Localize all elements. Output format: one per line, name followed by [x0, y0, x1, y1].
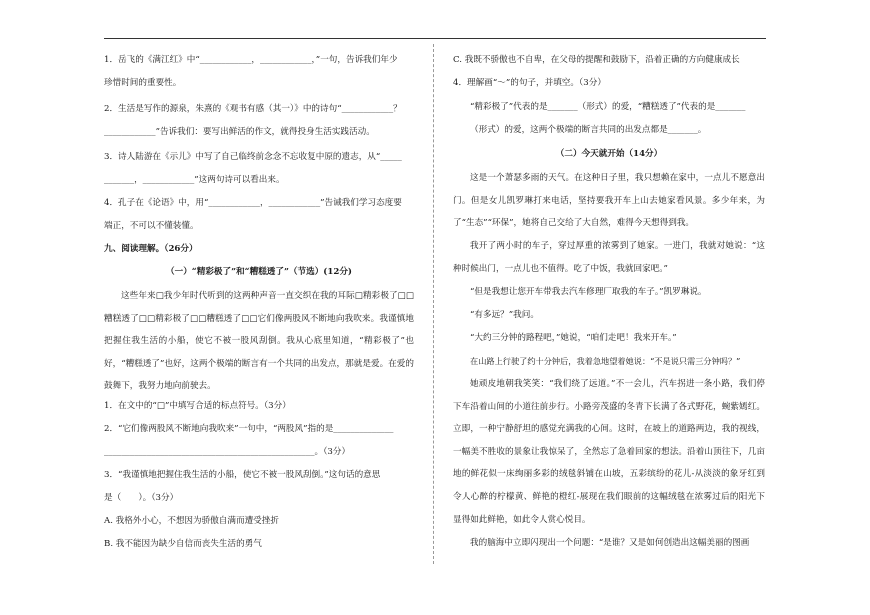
reading-q4-line2: （形式）的爱，这两个极端的断言共同的出发点都是_______。 [470, 125, 707, 135]
question-3: 3．诗人陆游在《示儿》中写了自己临终前念念不忘收复中原的遗志，从“_____ [104, 152, 402, 162]
passage-1-body: 这些年来□我少年时代听到的这两种声音一直交织在我的耳际□精彩极了□□糟糕透了□□精彩极了□□糟糕透了□□它们像两股风不断地向我吹来。我谨慎地把握住我生活的小船，使它不被一股风刮倒。我从心底里知道，“精彩极了”也好，“糟糕透了”也好，这两个极端的断言有一个共同的出发点，那就是爱。在爱的鼓舞下，我努力地向前驶去。 [104, 291, 414, 392]
section-9-heading: 九、阅读理解。（26分） [104, 244, 198, 254]
question-2: 2．生活是写作的源泉，朱熹的《观书有感（其一）》中的诗句“____________？ [104, 104, 402, 114]
passage-2-para-8: 我的脑海中立即闪现出一个问题：“是谁？又是如何创造出这幅美丽的图画 [470, 538, 750, 548]
reading-q3-cont: 是（ ）。（3分） [104, 493, 179, 503]
reading-q1: 1．在文中的“□”中填写合适的标点符号。（3分） [104, 401, 291, 411]
passage-2-para-2: 我开了两小时的车子，穿过厚重的浓雾到了她家。一进门，我就对她说：“这种时候出门，一点儿也不值得。吃了中饭，我就回家吧。” [453, 241, 765, 274]
reading-q4: 4．理解画“～”的句子，并填空。（3分） [453, 78, 606, 88]
question-4: 4．孔子在《论语》中，用“____________，____________”告诫我们学习态度要 [104, 198, 402, 208]
reading-q3: 3．“我谨慎地把握住我生活的小船，使它不被一股风刮倒。”这句话的意思 [104, 470, 381, 480]
passage-1-title: （一）“精彩极了”和“糟糕透了”（节选）(12分) [166, 267, 352, 277]
reading-q2-cont: _________________________________________________。（3分） [104, 447, 351, 457]
reading-q2: 2．“它们像两股风不断地向我吹来”一句中，“两股风”指的是______________ [104, 424, 394, 434]
passage-2-para-6: 在山路上行驶了约十分钟后，我着急地望着她说：“不是说只需三分钟吗？” [470, 356, 741, 366]
header-rule [104, 38, 766, 39]
reading-q4-line1: “精彩极了”代表的是_______（形式）的爱，“糟糕透了”代表的是_______ [470, 102, 746, 112]
question-2-cont: ____________”告诉我们：要写出鲜活的作文，就得投身生活实践活动。 [104, 127, 375, 137]
passage-2-para-4: “有多远？”我问。 [470, 310, 539, 320]
option-b: B. 我不能因为缺少自信而丧失生活的勇气 [104, 539, 262, 549]
question-4-cont: 端正，不可以不懂装懂。 [104, 221, 199, 231]
passage-2-para-5: “大约三分钟的路程吧，”她说，“咱们走吧！我来开车。” [470, 333, 677, 343]
passage-2-para-7: 她顽皮地朝我笑笑：“我们绕了远道。”不一会儿，汽车拐进一条小路，我们停下车沿着山间的小道往前步行。小路旁茂盛的冬青下长满了各式野花，蜿紫嫣红。立即，一种宁静舒坦的感觉充满我的心间。这时，在坡上的道路两边，我的视线，一幅美不胜收的景象让我惊呆了，全然忘了急着回家的想法。沿着山顶往下，几亩地的鲜花似一床绚丽多彩的绒毯斜铺在山坡，五彩缤纷的花儿-从淡淡的象牙红到令人心醉的柠檬黄、鲜艳的橙红-展现在我们眼前的这幅绒毯在浓雾过后的阳光下显得如此鲜艳，如此令人赏心悦目。 [453, 379, 765, 525]
question-1: 1．岳飞的《满江红》中“____________，____________，”一句，告诉我们年少 [104, 55, 398, 65]
passage-2-para-3: “但是我想让您开车带我去汽车修理厂取我的车子。”凯罗琳说。 [470, 287, 707, 297]
passage-2-title: （二）今天就开始（14分） [555, 149, 663, 159]
question-3-cont: _______，____________”这两句诗可以看出来。 [104, 175, 285, 185]
column-divider [433, 44, 434, 564]
option-a: A. 我格外小心，不想因为骄傲自满而遭受挫折 [104, 516, 279, 526]
passage-2-para-1: 这是一个萧瑟多雨的天气。在这种日子里，我只想赖在家中，一点儿不愿意出门。但是女儿凯罗琳打来电话，坚持要我开车上山去她家看风景。多少年来，为了“生态”“环保”，她将自己交给了大自然，难得今天想得到我。 [453, 173, 765, 229]
option-c: C. 我既不骄傲也不自卑，在父母的提醒和鼓励下，沿着正确的方向健康成长 [453, 55, 740, 65]
question-1-cont: 珍惜时间的重要性。 [104, 78, 182, 88]
